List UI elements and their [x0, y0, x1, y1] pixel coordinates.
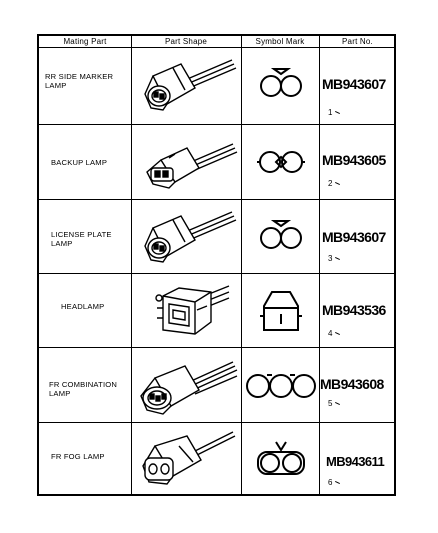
connector-2pin-fog-icon [139, 426, 237, 490]
header-mating-part: Mating Part [39, 36, 131, 48]
mating-part-label: FR COMBINATION LAMP [49, 380, 118, 398]
symbol-two-circle-bow-icon [260, 66, 302, 100]
row-index: 3 [328, 254, 340, 263]
mating-part-label: HEADLAMP [61, 302, 105, 311]
mating-part-label: RR SIDE MARKER LAMP [45, 72, 114, 90]
mating-part-label: LICENSE PLATE LAMP [51, 230, 112, 248]
mating-part-label: BACKUP LAMP [51, 158, 108, 167]
part-number: MB943607 [322, 76, 386, 92]
row-index: 5 [328, 399, 340, 408]
column-divider [241, 36, 242, 494]
column-divider [319, 36, 320, 494]
part-number: MB943536 [322, 302, 386, 318]
symbol-trapezoid-icon [258, 288, 304, 334]
header-part-no: Part No. [319, 36, 396, 48]
symbol-two-circle-v-icon [256, 440, 306, 476]
row-divider [39, 273, 394, 274]
connector-2pin-flat-icon [141, 132, 237, 192]
connector-3pin-icon [137, 354, 237, 418]
mating-part-label: FR FOG LAMP [51, 452, 105, 461]
row-divider [39, 124, 394, 125]
row-index: 2 [328, 179, 340, 188]
symbol-two-circle-diamond-icon [255, 148, 307, 176]
row-index: 6 [328, 478, 340, 487]
header-part-shape: Part Shape [131, 36, 241, 48]
connector-headlamp-icon [149, 280, 231, 342]
part-number: MB943607 [322, 229, 386, 245]
symbol-three-circle-icon [245, 372, 317, 400]
symbol-two-circle-bow-icon [260, 218, 302, 252]
connector-2pin-round-icon [137, 54, 237, 116]
column-divider [131, 36, 132, 494]
row-index: 4 [328, 329, 340, 338]
part-number: MB943605 [322, 152, 386, 168]
row-index: 1 [328, 108, 340, 117]
part-number: MB943608 [320, 376, 384, 392]
header-symbol-mark: Symbol Mark [241, 36, 319, 48]
row-divider [39, 199, 394, 200]
row-divider [39, 347, 394, 348]
part-number: MB943611 [326, 454, 385, 469]
row-divider [39, 422, 394, 423]
parts-table [37, 34, 396, 496]
connector-2pin-round-icon [137, 206, 237, 268]
